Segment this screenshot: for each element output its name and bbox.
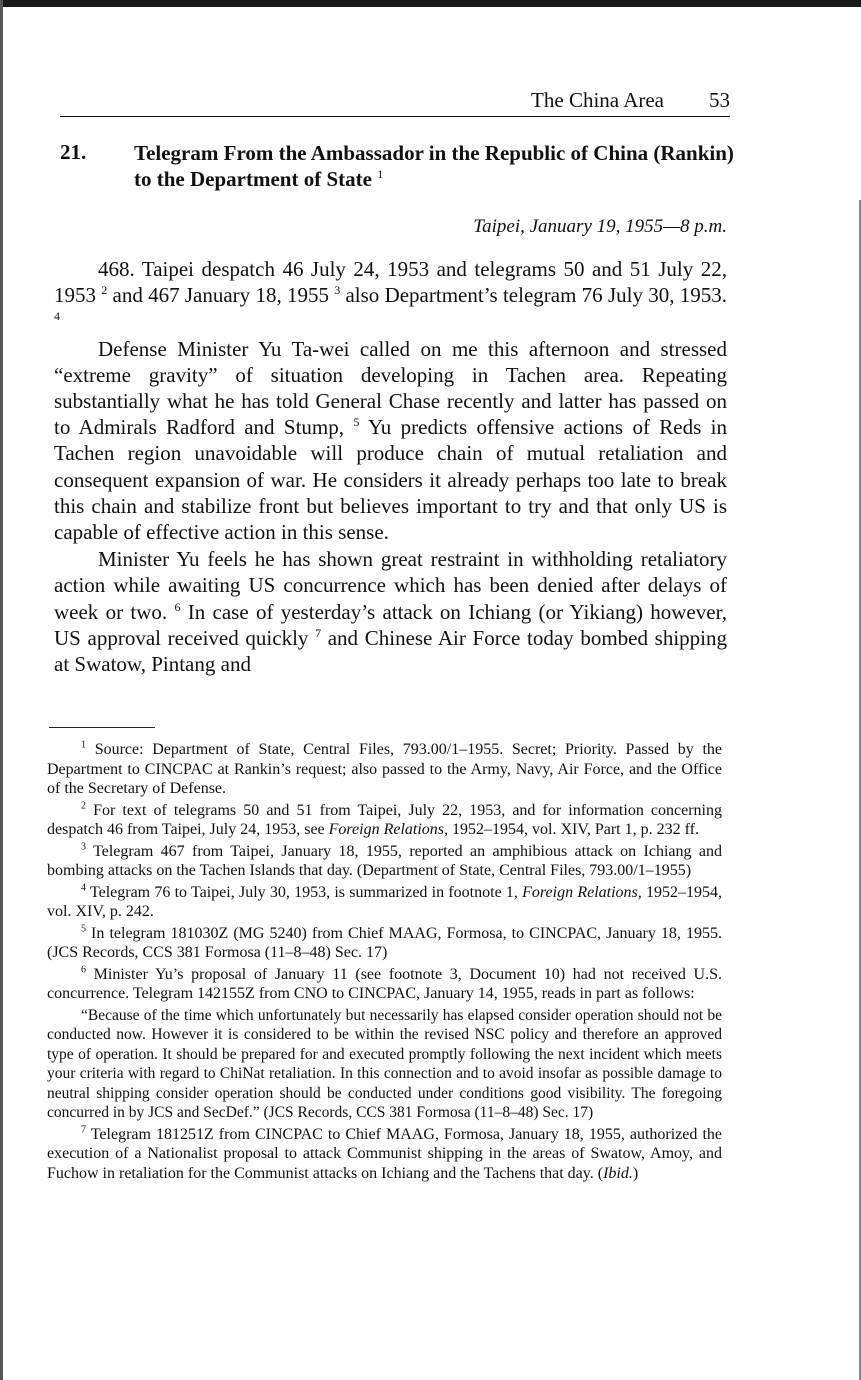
footnote-divider	[49, 727, 155, 728]
footnote-ref: 3	[334, 283, 341, 298]
document-title-text: Telegram From the Ambassador in the Republic of China (Rankin) to the Department of State	[134, 141, 734, 191]
body-paragraph-3: Minister Yu feels he has shown great restraint in withholding retaliatory action while awaiting US concurrence which has been denied after delays of week or two. $^6$ In case of yesterday’s attack on Ichiang (or Yikiang) however, US approval received quickly $^7$ and Chinese Air Force today bombed shipping at Swatow, Pintang and	[54, 547, 727, 677]
page-left-edge	[0, 0, 3, 1380]
footnote-ref: 6	[81, 964, 86, 976]
footnote-ref: 2	[101, 283, 108, 298]
italic-citation: Foreign Relations,	[522, 883, 642, 901]
footnote-ref: 3	[81, 841, 86, 853]
dateline: Taipei, January 19, 1955—8 p.m.	[473, 216, 727, 237]
footnote-ref: 5	[81, 923, 86, 935]
page-number: 53	[709, 88, 730, 112]
footnote-6-quotation: “Because of the time which unfortunately but necessarily has elapsed consider operation should not be conducted now. However it is considered to be within the revised NSC policy and therefore an approved type of operation. It should be prepared for and executed promptly following the next incident which meets your criteria with regard to ChiNat retaliation. In this connection and to avoid insofar as possible damage to neutral shipping consider operation should be conducted under conditions good visibility. The foregoing concurred in by JCS and SecDef.” (JCS Records, CCS 381 Formosa (11–8–48) Sec. 17)	[47, 1006, 722, 1121]
footnote-6: $^6$ Minister Yu’s proposal of January 11 (see footnote 3, Document 10) had not received U.S. concurrence. Telegram 142155Z from CNO to CINCPAC, January 14, 1955, reads in part as follows:	[47, 964, 722, 1002]
document-number: 21.	[60, 140, 87, 164]
running-title: The China Area	[531, 88, 664, 112]
footnote-ref: 7	[315, 625, 322, 640]
footnote-2: $^2$ For text of telegrams 50 and 51 from Taipei, July 22, 1953, and for information concerning despatch 46 from Taipei, July 24, 1953, see Foreign Relations, 1952–1954, vol. XIV, Part 1, p. 232 ff.	[47, 800, 722, 838]
footnote-ref: 6	[174, 599, 181, 614]
footnote-1: $^1$ Source: Department of State, Central Files, 793.00/1–1955. Secret; Priority. Passed by the Department to CINCPAC at Rankin’s request; also passed to the Army, Navy, Air Force, and the Office of the Secretary of Defense.	[47, 739, 722, 797]
footnotes	[47, 740, 722, 1185]
footnote-ref: 4	[54, 309, 60, 324]
footnote-4: $^4$ Telegram 76 to Taipei, July 30, 1953, is summarized in footnote 1, Foreign Relations, 1952–1954, vol. XIV, p. 242.	[47, 882, 722, 920]
document-title	[134, 140, 734, 192]
body-paragraph-1: 468. Taipei despatch 46 July 24, 1953 and telegrams 50 and 51 July 22, 1953 $^2$ and 467 January 18, 1955 $^3$ also Department’s telegram 76 July 30, 1953. $^4$	[54, 257, 727, 324]
running-header	[60, 86, 730, 117]
footnote-ref: 1	[81, 739, 86, 751]
footnote-ref: 2	[81, 800, 86, 812]
body-paragraph-2: Defense Minister Yu Ta-wei called on me this afternoon and stressed “extreme gravity” of situation developing in Tachen area. Repeating substantially what he has told General Chase recently and latter has passed on to Admirals Radford and Stump, $^5$ Yu predicts offensive actions of Reds in Tachen region unavoidable will produce chain of mutual retaliation and consequent expansion of war. He considers it already perhaps too late to break this chain and stabilize front but believes important to try and that only US is capable of effective action in this sense.	[54, 336, 727, 545]
footnote-7: $^7$ Telegram 181251Z from CINCPAC to Chief MAAG, Formosa, January 18, 1955, authorized the execution of a Nationalist proposal to attack Communist shipping in the areas of Swatow, Amoy, and Fuchow in retaliation for the Communist attacks on Ichiang and the Tachens that day. (Ibid.)	[47, 1124, 722, 1182]
footnote-ref: 4	[81, 882, 86, 894]
footnote-ref: 7	[81, 1124, 86, 1136]
footnote-ref: 1	[377, 167, 384, 181]
telegram-body	[54, 256, 727, 678]
footnote-5: $^5$ In telegram 181030Z (MG 5240) from Chief MAAG, Formosa, to CINCPAC, January 18, 1955. (JCS Records, CCS 381 Formosa (11–8–48) Sec. 17)	[47, 923, 722, 961]
footnote-3: $^3$ Telegram 467 from Taipei, January 18, 1955, reported an amphibious attack on Ichiang and bombing attacks on the Tachen Islands that day. (Department of State, Central Files, 793.00/1–1955)	[47, 841, 722, 879]
footnote-ref: 5	[353, 415, 360, 430]
page-top-edge	[0, 0, 861, 7]
italic-citation: Ibid.	[603, 1164, 633, 1182]
italic-citation: Foreign Relations,	[328, 821, 449, 838]
